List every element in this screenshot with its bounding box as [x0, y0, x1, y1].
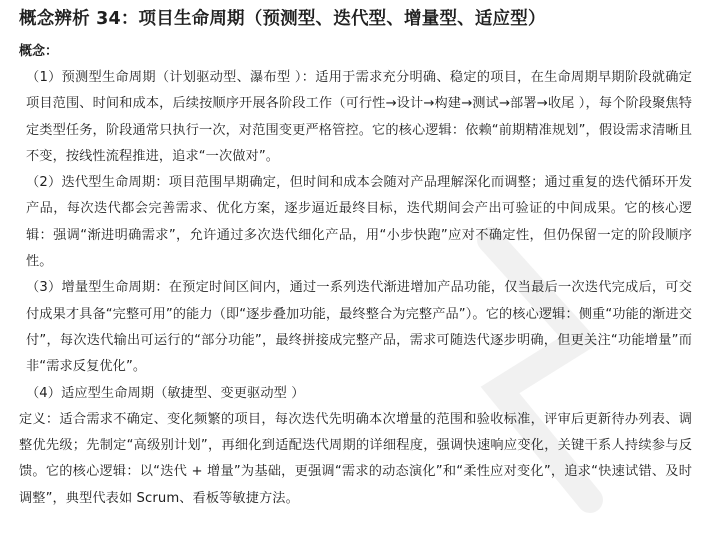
paragraph-predictive: （1）预测型生命周期（计划驱动型、瀑布型 ）：适用于需求充分明确、稳定的项目，在生命周期早期阶段就确定项目范围、时间和成本，后续按顺序开展各阶段工作（可行性→设计→构建→测试→部署→收尾 ），每个阶段聚焦特定类型任务，阶段通常只执行一次，对范围变更严格管控。它的核心逻辑：依赖“前期精准规划”，假设需求清晰且不变，按线性流程推进，追求“一次做对”。	[26, 70, 692, 164]
paragraph-adaptive-definition: 定义：适合需求不确定、变化频繁的项目，每次迭代先明确本次增量的范围和验收标准，评审后更新待办列表、调整优先级；先制定“高级别计划”，再细化到适配迭代周期的详细程度，强调快速响应变化，关键干系人持续参与反馈。它的核心逻辑：以“迭代 + 增量”为基础，更强调“需求的动态演化”和“柔性应对变化”，追求“快速试错、及时调整”，典型代表如 Scrum、看板等敏捷方法。	[19, 411, 692, 506]
concept-label: 概念：	[19, 44, 59, 59]
paragraph-iterative: （2）迭代型生命周期：项目范围早期确定，但时间和成本会随对产品理解深化而调整；通过重复的迭代循环开发产品，每次迭代都会完善需求、优化方案，逐步逼近最终目标，迭代期间会产出可验证的中间成果。它的核心逻辑：强调“渐进明确需求”，允许通过多次迭代细化产品，用“小步快跑”应对不确定性，但仍保留一定的阶段顺序性。	[26, 175, 692, 270]
paragraph-adaptive-heading: （4）适应型生命周期（敏捷型、变更驱动型 ）	[26, 385, 305, 401]
paragraph-incremental: （3）增量型生命周期：在预定时间区间内，通过一系列迭代渐进增加产品功能，仅当最后一次迭代完成后，可交付成果才具备“完整可用”的能力（即“逐步叠加功能，最终整合为完整产品”）。它的核心逻辑：侧重“功能的渐进交付”，每次迭代输出可运行的“部分功能”，最终拼接成完整产品，需求可随迭代逐步明确，但更关注“功能增量”而非“需求反复优化”。	[26, 280, 692, 375]
document-title: 概念辨析 34：项目生命周期（预测型、迭代型、增量型、适应型）	[19, 9, 546, 29]
